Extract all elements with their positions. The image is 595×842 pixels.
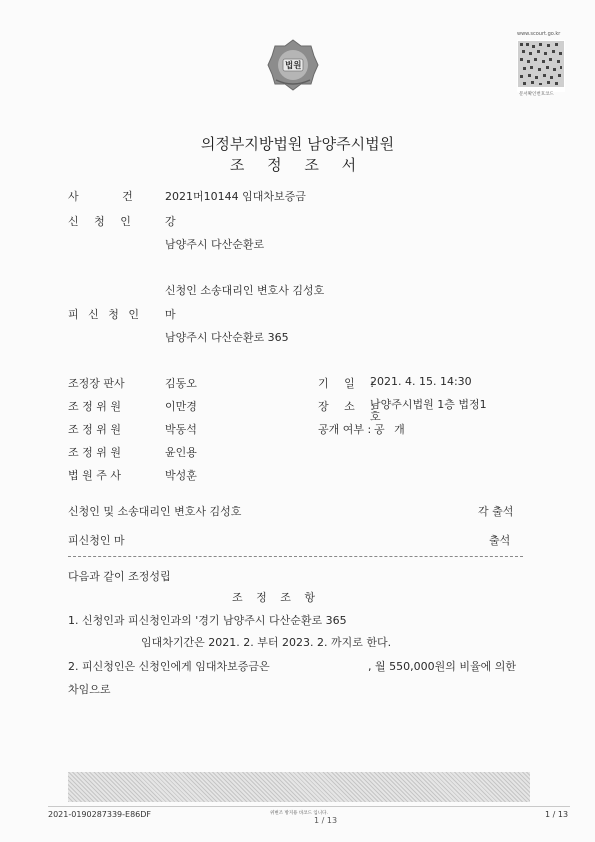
page-number-center: 1 / 13	[314, 816, 338, 825]
case-number: 2021머10144 임대차보증금	[165, 190, 306, 203]
official-label: 조 정 위 원	[68, 423, 121, 436]
applicant-name: 강	[165, 215, 176, 228]
respondent-label: 피 신 청 인	[68, 308, 142, 321]
clause-2-rate: , 월 550,000원의 비율에 의한	[368, 660, 516, 673]
official-label: 법 원 주 사	[68, 469, 121, 482]
barcode-note: 위변조 방지용 바코드 입니다.	[270, 811, 328, 816]
applicant-agent: 신청인 소송대리인 변호사 김성호	[165, 284, 325, 297]
settlement-intro: 다음과 같이 조정성립	[68, 570, 171, 583]
document-title: 조 정 조 서	[229, 156, 366, 174]
attendance-respondent: 피신청인 마	[68, 534, 125, 547]
official-label: 조정장 판사	[68, 377, 125, 390]
official-name: 박성훈	[165, 469, 197, 482]
date-value: 2021. 4. 15. 14:30	[370, 375, 472, 388]
case-label: 사 건	[68, 190, 153, 203]
document-id: 2021-0190287339-E86DF	[48, 810, 152, 819]
public-label: 공개 여부 :	[318, 423, 372, 436]
attendance-status: 출석	[489, 534, 511, 547]
attendance-status: 각 출석	[478, 505, 514, 518]
date-label: 기 일 :	[318, 377, 380, 390]
place-value: 남양주시법원 1층 법정1	[370, 398, 487, 411]
clause-1: 1. 신청인과 피신청인과의 '경기 남양주시 다산순환로 365	[68, 614, 347, 627]
qr-caption: 문서확인번호코드	[519, 92, 554, 97]
clause-2: 2. 피신청인은 신청인에게 임대차보증금은	[68, 660, 270, 673]
footer-rule	[48, 806, 570, 807]
applicant-label: 신 청 인	[68, 215, 137, 228]
clause-2-cont: 차임으로	[68, 683, 111, 696]
section-title: 조 정 조 항	[232, 591, 320, 604]
qr-code	[517, 40, 565, 92]
attendance-applicant: 신청인 및 소송대리인 변호사 김성호	[68, 505, 242, 518]
applicant-address: 남양주시 다산순환로	[165, 238, 265, 251]
emblem-text: 법원	[285, 61, 302, 71]
court-emblem	[266, 38, 320, 92]
place-value-cont: 호	[370, 410, 381, 423]
court-name: 의정부지방법원 남양주시법원	[200, 135, 395, 153]
divider	[68, 556, 523, 557]
place-label: 장 소 :	[318, 400, 380, 413]
official-name: 윤인용	[165, 446, 197, 459]
official-name: 이만경	[165, 400, 197, 413]
respondent-address: 남양주시 다산순환로 365	[165, 331, 289, 344]
respondent-name: 마	[165, 308, 176, 321]
official-label: 조 정 위 원	[68, 400, 121, 413]
clause-1-cont: 임대차기간은 2021. 2. 부터 2023. 2. 까지로 한다.	[141, 636, 392, 649]
public-value: 공 개	[374, 423, 408, 436]
official-name: 김동오	[165, 377, 197, 390]
official-name: 박동석	[165, 423, 197, 436]
anti-forgery-barcode	[68, 772, 530, 802]
page-number: 1 / 13	[545, 810, 569, 819]
official-label: 조 정 위 원	[68, 446, 121, 459]
verification-url: www.scourt.go.kr	[517, 31, 561, 37]
